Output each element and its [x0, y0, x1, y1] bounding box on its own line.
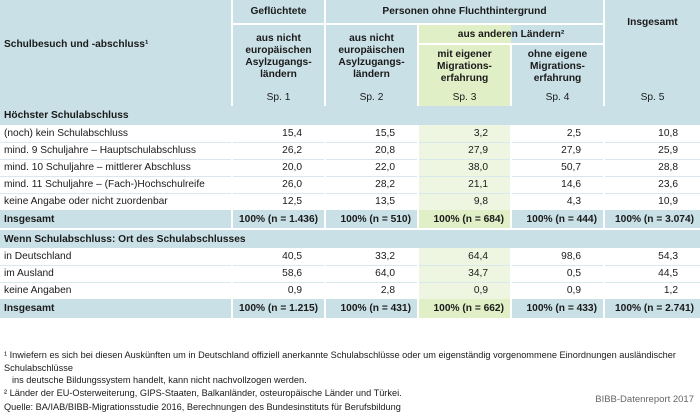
cell: 98,6 [511, 248, 604, 265]
section2-title: Wenn Schulabschluss: Ort des Schulabschlusses [0, 229, 700, 248]
row-label: keine Angaben [4, 285, 72, 297]
row-label-header: Schulbesuch und -abschluss¹ [0, 0, 232, 88]
table-row [0, 159, 700, 176]
total-cell: 100% (n = 1.436) [232, 210, 325, 229]
sp-1: Sp. 1 [232, 88, 325, 106]
footnotes [4, 349, 698, 414]
cell: 25,9 [604, 142, 700, 159]
row-label: mind. 9 Schuljahre – Hauptschulabschluss [0, 142, 232, 159]
total-row [0, 299, 700, 318]
cell: 20,0 [232, 159, 325, 176]
row-label: mind. 11 Schuljahre – (Fach-)Hochschulreife [0, 176, 232, 193]
col1-header: aus nicht europäischen Asylzugangs-ländern [232, 24, 325, 88]
footnote-1a: ¹ Inwiefern es sich bei diesen Auskünften um in Deutschland offiziell anerkannte Schulabschlüsse oder um eigenständig vorgenommene Einordnungen ausländischer Schulabschlüsse [4, 350, 676, 373]
cell: 50,7 [511, 159, 604, 176]
sp-5: Sp. 5 [604, 88, 700, 106]
col5-header-spacer [604, 44, 700, 88]
cell: 10,8 [604, 125, 700, 142]
cell: 0,9 [232, 282, 325, 299]
cell: 13,5 [325, 193, 418, 210]
cell: 10,9 [604, 193, 700, 210]
cell: 58,6 [232, 265, 325, 282]
footnote-1b: ins deutsche Bildungssystem handelt, kann nicht nachvollzogen werden. [12, 375, 307, 385]
table-row [0, 282, 700, 299]
cell: 44,5 [604, 265, 700, 282]
cell: 4,3 [511, 193, 604, 210]
cell: 12,5 [232, 193, 325, 210]
cell: 28,2 [325, 176, 418, 193]
cell: 0,5 [511, 265, 604, 282]
sp-3: Sp. 3 [418, 88, 511, 106]
cell: 23,6 [604, 176, 700, 193]
cell: 26,0 [232, 176, 325, 193]
cell: 28,8 [604, 159, 700, 176]
row-label: keine Angabe oder nicht zuordenbar [4, 196, 168, 208]
cell: 27,9 [418, 142, 511, 159]
cell: 34,7 [418, 265, 511, 282]
cell: 20,8 [325, 142, 418, 159]
cell: 2,5 [511, 125, 604, 142]
cell: 38,0 [418, 159, 511, 176]
table-row [0, 193, 700, 210]
footnote-2: ² Länder der EU-Osterweiterung, GIPS-Staaten, Balkanländer, osteuropäische Länder und Türkei. [4, 387, 402, 398]
brand-label: BIBB-Datenreport 2017 [595, 394, 694, 405]
cell: 15,4 [232, 125, 325, 142]
total-cell: 100% (n = 444) [511, 210, 604, 229]
sp-2: Sp. 2 [325, 88, 418, 106]
table-row [0, 125, 700, 142]
group-header-refugees: Geflüchtete [232, 0, 325, 24]
total-label: Insgesamt [0, 299, 232, 318]
cell: 64,4 [418, 248, 511, 265]
group-header-no-refugee: Personen ohne Fluchthintergrund [325, 0, 604, 24]
cell: 64,0 [325, 265, 418, 282]
row-label: mind. 10 Schuljahre – mittlerer Abschluss [0, 159, 232, 176]
subgroup-header: aus anderen Ländern² [418, 24, 604, 44]
cell: 22,0 [325, 159, 418, 176]
total-cell: 100% (n = 510) [325, 210, 418, 229]
row-label: (noch) kein Schulabschluss [0, 125, 232, 142]
row-label: im Ausland [0, 265, 232, 282]
row-label: in Deutschland [0, 248, 232, 265]
table-row [0, 176, 700, 193]
total-label: Insgesamt [0, 210, 232, 229]
cell: 26,2 [232, 142, 325, 159]
table-row [0, 265, 700, 282]
total-cell: 100% (n = 1.215) [232, 299, 325, 318]
cell: 21,1 [418, 176, 511, 193]
total-cell: 100% (n = 662) [418, 299, 511, 318]
table-row [0, 248, 700, 265]
col4-header: ohne eigene Migrations-erfahrung [511, 44, 604, 88]
section1-title: Höchster Schulabschluss [0, 106, 700, 125]
col2-header: aus nicht europäischen Asylzugangs-ländern [325, 24, 418, 88]
cell: 14,6 [511, 176, 604, 193]
sp-4: Sp. 4 [511, 88, 604, 106]
total-cell: 100% (n = 431) [325, 299, 418, 318]
cell: 0,9 [511, 282, 604, 299]
total-cell: 100% (n = 3.074) [604, 210, 700, 229]
source-line: Quelle: BA/IAB/BIBB-Migrationsstudie 2016, Berechnungen des Bundesinstituts für Berufsbildung [4, 402, 401, 412]
total-cell: 100% (n = 2.741) [604, 299, 700, 318]
col3-header: mit eigener Migrations-erfahrung [418, 44, 511, 88]
cell: 9,8 [418, 193, 511, 210]
cell: 54,3 [604, 248, 700, 265]
cell: 3,2 [418, 125, 511, 142]
cell: 33,2 [325, 248, 418, 265]
col5-header: Insgesamt [604, 0, 700, 44]
total-cell: 100% (n = 433) [511, 299, 604, 318]
cell: 40,5 [232, 248, 325, 265]
cell: 2,8 [325, 282, 418, 299]
cell: 27,9 [511, 142, 604, 159]
total-row [0, 210, 700, 229]
sp-label-blank [0, 88, 232, 106]
total-cell: 100% (n = 684) [418, 210, 511, 229]
cell: 0,9 [418, 282, 511, 299]
cell: 15,5 [325, 125, 418, 142]
cell: 1,2 [604, 282, 700, 299]
table-row [0, 142, 700, 159]
